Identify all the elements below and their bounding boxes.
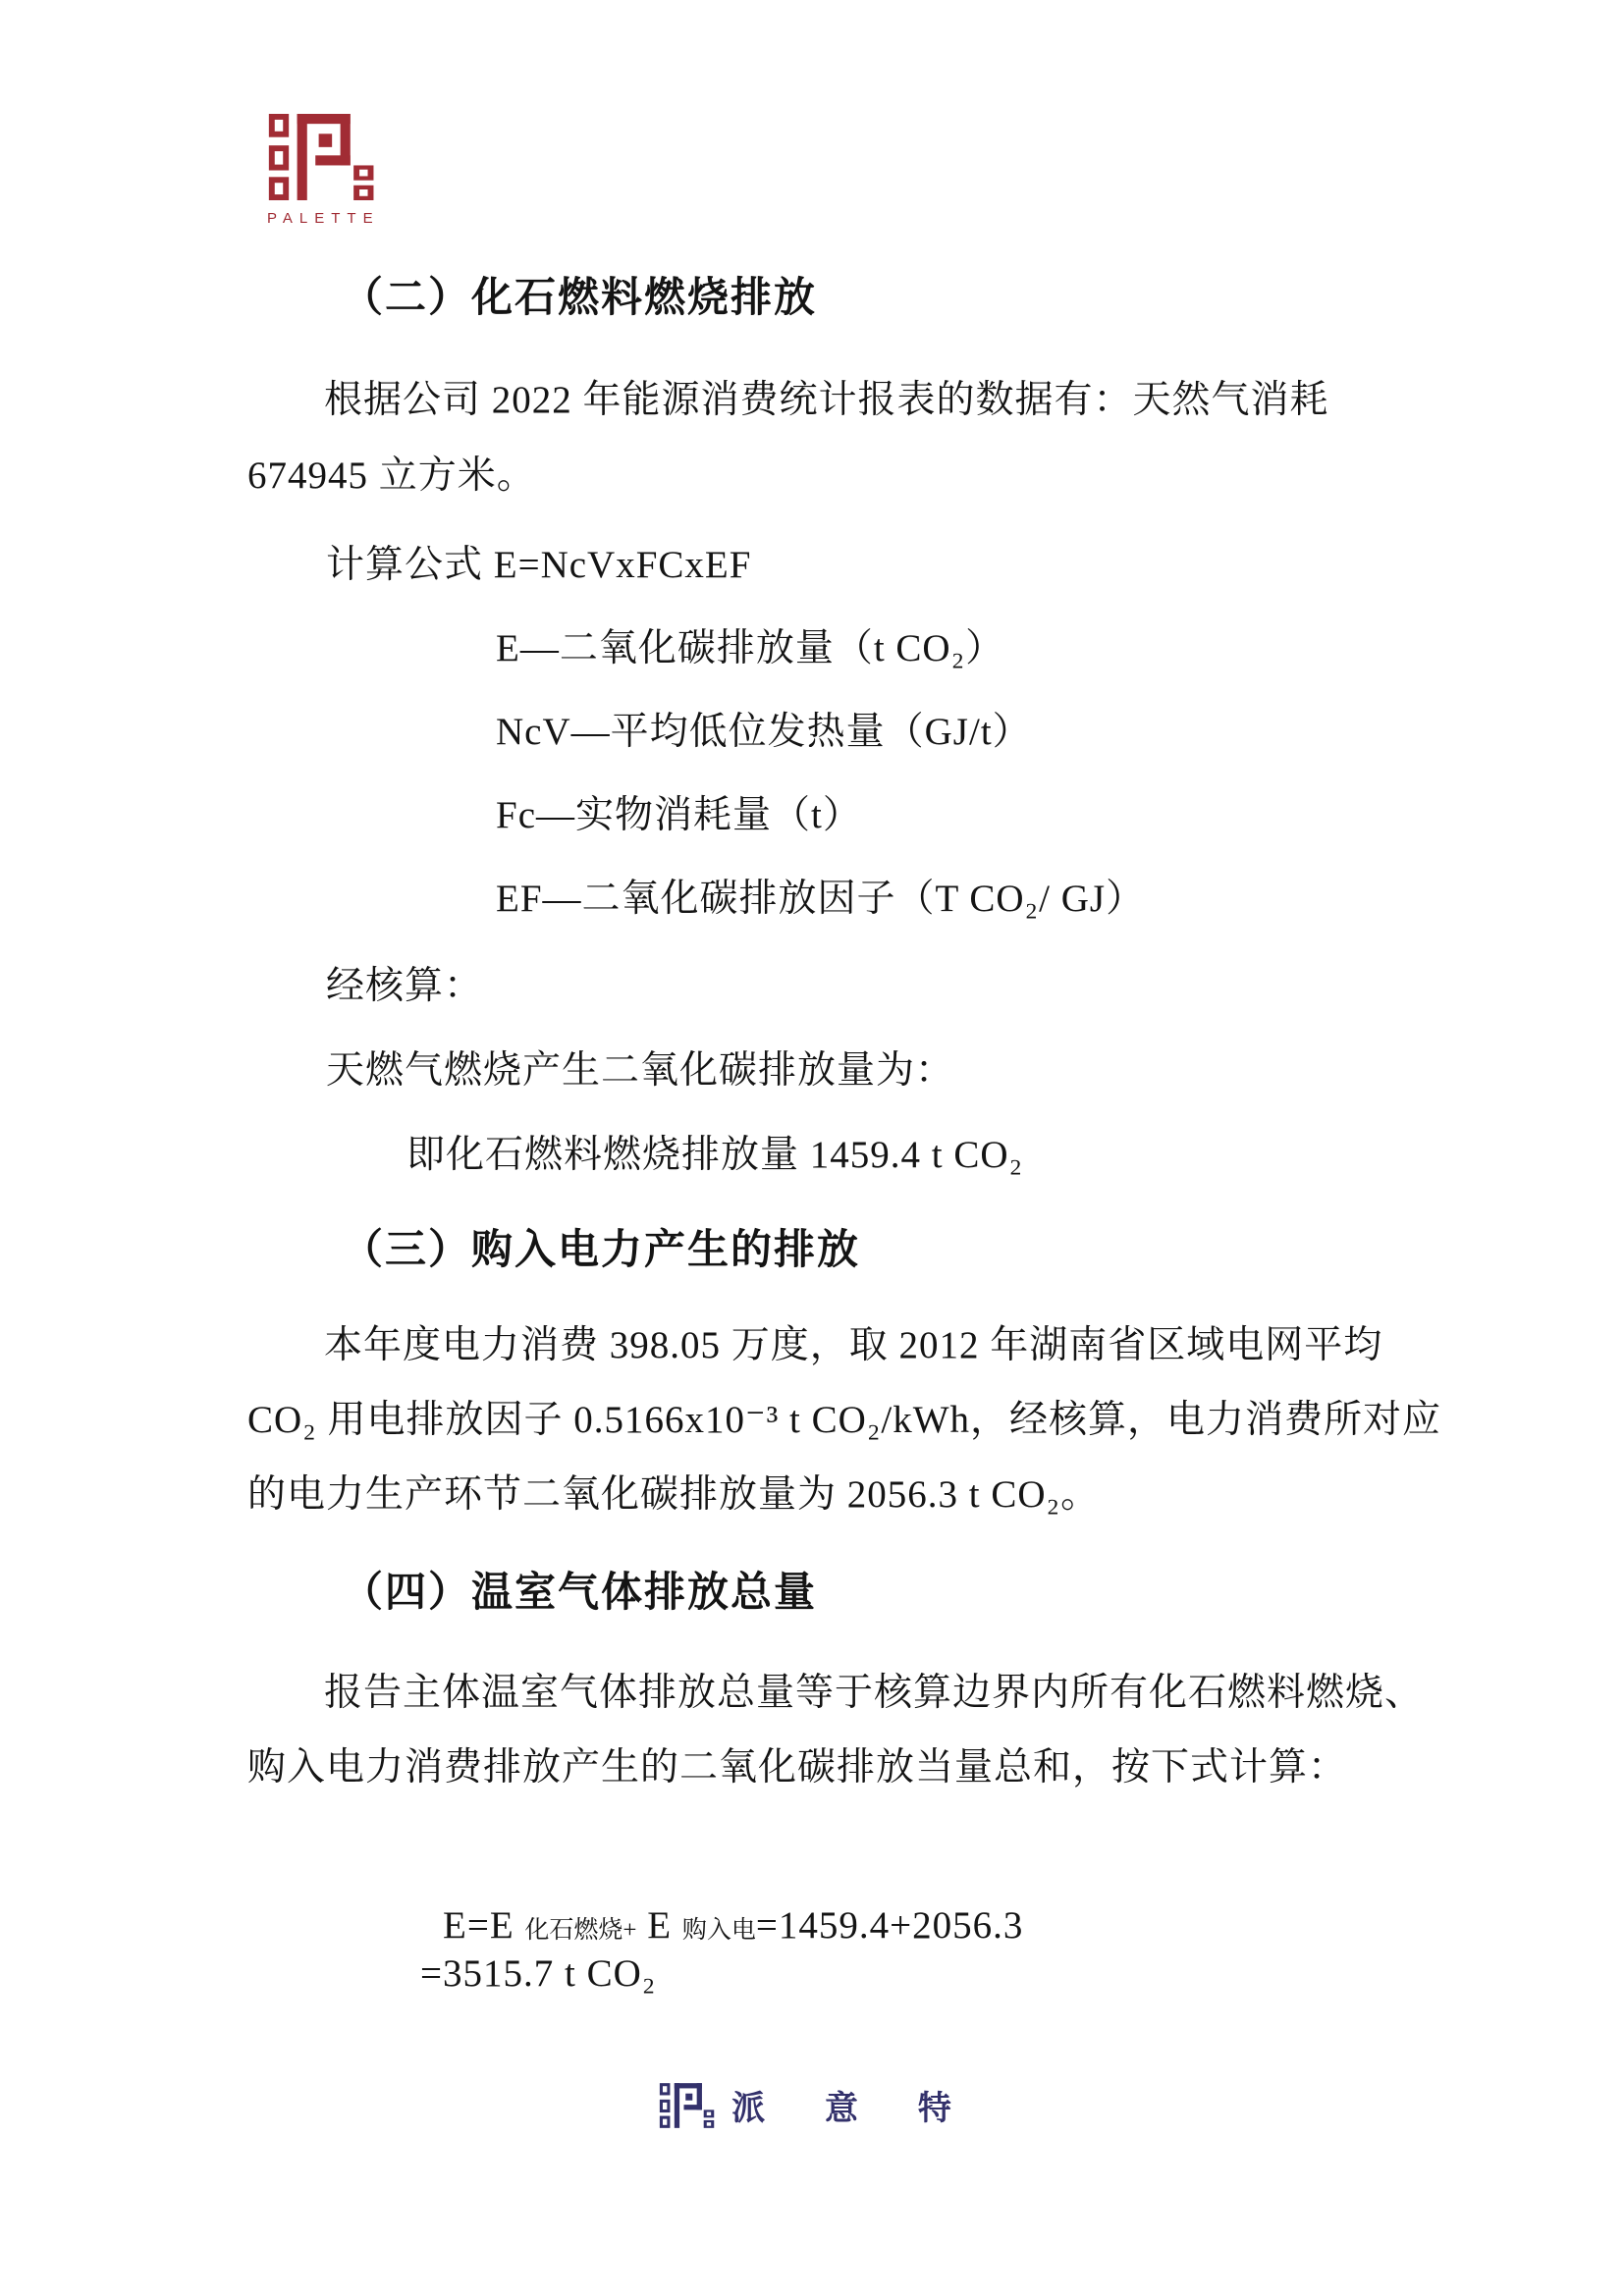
section4-heading: （四）温室气体排放总量 — [342, 1569, 818, 1615]
section2-paragraph-line2: 674945 立方米。 — [247, 454, 536, 497]
section3-paragraph-line1: 本年度电力消费 398.05 万度，取 2012 年湖南省区域电网平均 — [324, 1324, 1383, 1366]
formula-purchased-subscript: 购入电 — [681, 1916, 756, 1944]
section3-heading: （三）购入电力产生的排放 — [342, 1226, 861, 1272]
section4-paragraph-line1: 报告主体温室气体排放总量等于核算边界内所有化石燃料燃烧、 — [324, 1672, 1425, 1714]
result-intro-line: 天燃气燃烧产生二氧化碳排放量为： — [326, 1049, 955, 1092]
section2-paragraph-line1: 根据公司 2022 年能源消费统计报表的数据有：天然气消耗 — [324, 379, 1329, 421]
palette-logo-icon — [267, 114, 377, 200]
definition-line-e: E—二氧化碳排放量（t CO₂） — [496, 627, 1005, 669]
result-value-line: 即化石燃料燃烧排放量 1459.4 t CO₂ — [406, 1134, 1024, 1176]
formula-intro-line: 计算公式 E=NcVxFCxEF — [326, 544, 752, 586]
palette-logo — [267, 114, 380, 227]
formula-e2-term: E — [636, 1903, 682, 1947]
section4-paragraph-line2: 购入电力消费排放产生的二氧化碳排放当量总和，按下式计算： — [247, 1746, 1348, 1789]
section2-heading: （二）化石燃料燃烧排放 — [342, 274, 818, 320]
definition-line-ef: EF—二氧化碳排放因子（T CO₂/ GJ） — [496, 878, 1146, 920]
section3-paragraph-line2: CO₂ 用电排放因子 0.5166x10⁻³ t CO₂/kWh，经核算，电力消费所对应 — [247, 1399, 1442, 1441]
formula-e-term: E=E — [443, 1903, 525, 1947]
check-line: 经核算： — [326, 965, 484, 1007]
section3-paragraph-line3: 的电力生产环节二氧化碳排放量为 2056.3 t CO₂。 — [247, 1473, 1101, 1516]
footer-logo-icon — [659, 2083, 716, 2128]
footer-wordmark: 派 意 特 — [731, 2090, 965, 2127]
formula-sum: =1459.4+2056.3 — [755, 1903, 1024, 1947]
formula-fossil-subscript: 化石燃烧+ — [524, 1916, 637, 1944]
palette-wordmark: PALETTE — [267, 210, 380, 227]
footer-brand — [0, 2081, 1624, 2129]
definition-line-ncv: NcV—平均低位发热量（GJ/t） — [496, 711, 1032, 753]
total-value-line: =3515.7 t CO₂ — [420, 1952, 657, 1995]
definition-line-fc: Fc—实物消耗量（t） — [496, 794, 862, 836]
